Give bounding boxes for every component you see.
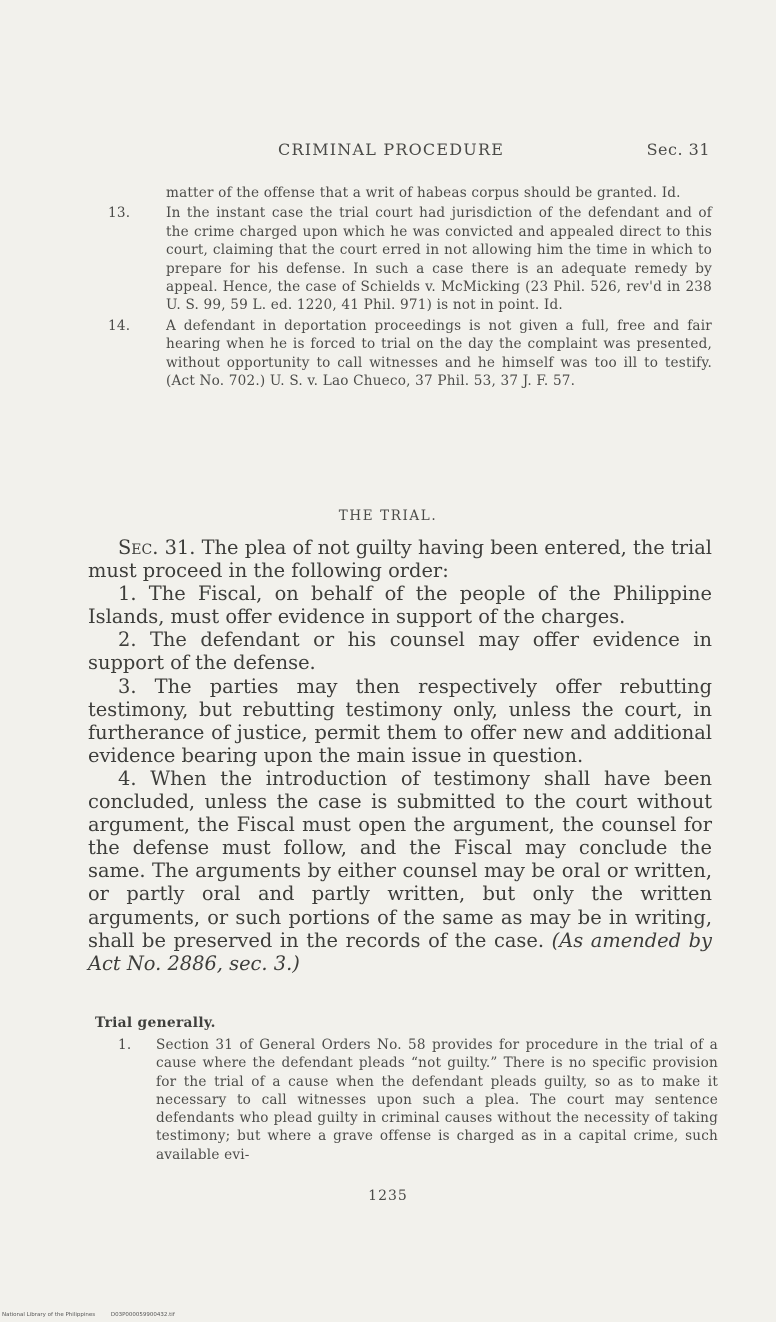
note-13 — [108, 204, 712, 314]
section-paragraph-4: 4. When the introduction of testimony shall have been concluded, unless the case is submitted to the court without argument, the Fiscal must open the argument, the counsel for the defense must follow, and the Fiscal may conclude the same. The arguments by either counsel may be oral or written, or partly oral and partly written, but only the written arguments, or such portions of the same as may be in writing, shall be preserved in the records of the case. (As amended by Act No. 2886, sec. 3.) — [88, 766, 712, 975]
note-number: 13. — [108, 205, 131, 222]
footer-library: National Library of the Philippines — [2, 1312, 96, 1318]
page-number: 1235 — [368, 1188, 408, 1204]
annotation-notes-bottom — [118, 1036, 718, 1164]
note-text: A defendant in deportation proceedings is not given a full, free and fair hearing when he is forced to trial on the day the complaint was presented, without opportunity to call witnesses and he himself was too ill to testify. (Act No. 702.) U. S. v. Lao Chueco, 37 Phil. 53, 37 J. F. 57. — [166, 317, 712, 390]
note-1 — [118, 1036, 718, 1164]
section-paragraph-3: 3. The parties may then respectively offer rebutting testimony, but rebutting testimony only, unless the court, in furtherance of justice, permit them to offer new and additional evidence bearing upon the main issue in question. — [88, 674, 712, 767]
scan-footer — [2, 1312, 175, 1318]
section-heading: THE TRIAL. — [338, 508, 438, 524]
note-number: 1. — [118, 1037, 132, 1053]
footer-code: D03P000059900432.tif — [110, 1312, 175, 1318]
section-paragraph-1: 1. The Fiscal, on behalf of the people of the Philippine Islands, must offer evidence in support of the charges. — [88, 582, 712, 629]
note-14 — [108, 317, 712, 391]
running-section: Sec. 31 — [646, 140, 710, 159]
running-header — [88, 140, 710, 164]
section-body — [88, 536, 712, 975]
note-continuation: matter of the offense that a writ of habeas corpus should be granted. Id. — [166, 185, 681, 201]
section-paragraph-2: 2. The defendant or his counsel may offer evidence in support of the defense. — [88, 628, 712, 675]
note-number: 14. — [108, 317, 131, 334]
note-text: Section 31 of General Orders No. 58 provides for procedure in the trial of a cause where the defendant pleads “not guilty.” There is no specific provision for the trial of a cause when the defendant pleads guilty, so as to make it necessary to call witnesses upon such a plea. The court may sentence defendants who plead guilty in criminal causes without the necessity of taking testimony; but where a grave offense is charged as in a capital crime, such available evi- — [156, 1037, 718, 1163]
amendment-note: (As amended by Act No. 2886, sec. 3.) — [88, 928, 712, 975]
section-intro: Sec. 31. The plea of not guilty having been entered, the trial must proceed in the following order: — [88, 536, 712, 583]
subheading-trial-generally: Trial generally. — [95, 1015, 216, 1031]
section-label: Sec. 31. — [118, 536, 196, 559]
running-title: CRIMINAL PROCEDURE — [278, 140, 505, 159]
annotation-notes-top — [108, 184, 712, 390]
note-text: In the instant case the trial court had jurisdiction of the defendant and of the crime charged upon which he was convicted and appealed direct to this court, claiming that the court erred in not allowing him the time in which to prepare for his defense. In such a case there is an adequate remedy by appeal. Hence, the case of Schields v. McMicking (23 Phil. 526, rev'd in 238 U. S. 99, 59 L. ed. 1220, 41 Phil. 971) is not in point. Id. — [166, 205, 712, 314]
